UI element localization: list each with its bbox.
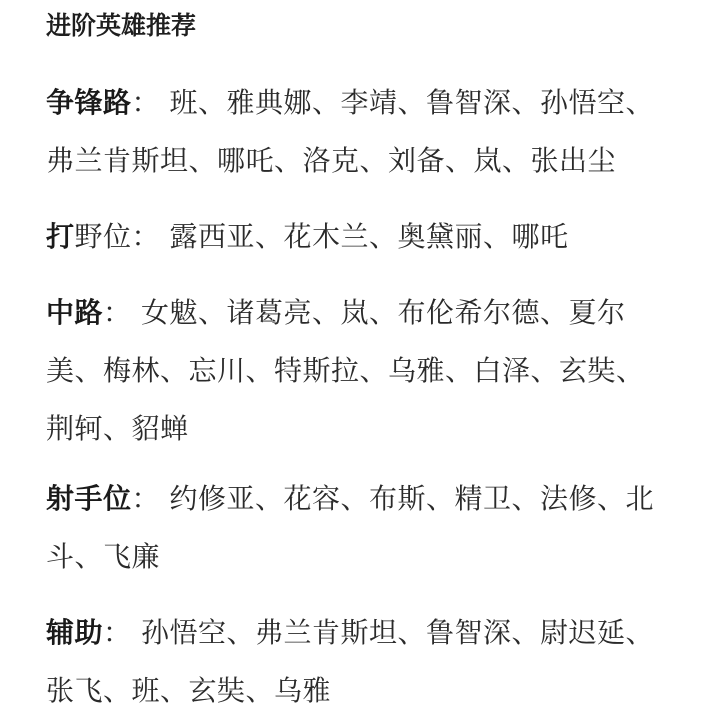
hero-list-text: 弗兰肯斯坦、哪吒、洛克、刘备、岚、张出尘	[46, 144, 617, 177]
section-label: 争锋路	[46, 86, 132, 119]
section-mid-lane	[46, 284, 686, 458]
section-vanguard-lane	[46, 74, 686, 190]
label-colon: ：	[131, 220, 161, 253]
section-label: 中路	[46, 296, 104, 329]
hero-list-text: 荆轲、貂蝉	[46, 412, 189, 445]
label-colon: ：	[131, 482, 161, 515]
section-line	[46, 604, 686, 662]
section-label: 辅助	[46, 616, 104, 649]
section-marksman	[46, 470, 686, 586]
section-line	[46, 74, 686, 132]
hero-list-text: 露西亚、花木兰、奥黛丽、哪吒	[169, 220, 569, 253]
section-support	[46, 604, 686, 720]
page-title: 进阶英雄推荐	[46, 11, 197, 40]
section-line	[46, 470, 686, 528]
section-label-rest: 野位	[74, 220, 132, 253]
label-colon: ：	[103, 616, 132, 649]
hero-list-text: 班、雅典娜、李靖、鲁智深、孙悟空、	[169, 86, 654, 119]
hero-list-text: 斗、飞廉	[46, 540, 161, 573]
hero-list-text: 约修亚、花容、布斯、精卫、法修、北	[169, 482, 654, 515]
section-label-bold-part: 打	[46, 220, 75, 253]
hero-list-text: 孙悟空、弗兰肯斯坦、鲁智深、尉迟延、	[140, 616, 654, 649]
section-label: 射手位	[46, 482, 132, 515]
hero-list-text: 张飞、班、玄奘、乌雅	[46, 674, 332, 707]
label-colon: ：	[103, 296, 132, 329]
section-jungle	[46, 208, 686, 266]
label-colon: ：	[131, 86, 161, 119]
hero-list-text: 女魃、诸葛亮、岚、布伦希尔德、夏尔	[140, 296, 626, 329]
section-line	[46, 208, 686, 266]
section-line	[46, 284, 686, 342]
hero-list-text: 美、梅林、忘川、特斯拉、乌雅、白泽、玄奘、	[46, 354, 645, 387]
